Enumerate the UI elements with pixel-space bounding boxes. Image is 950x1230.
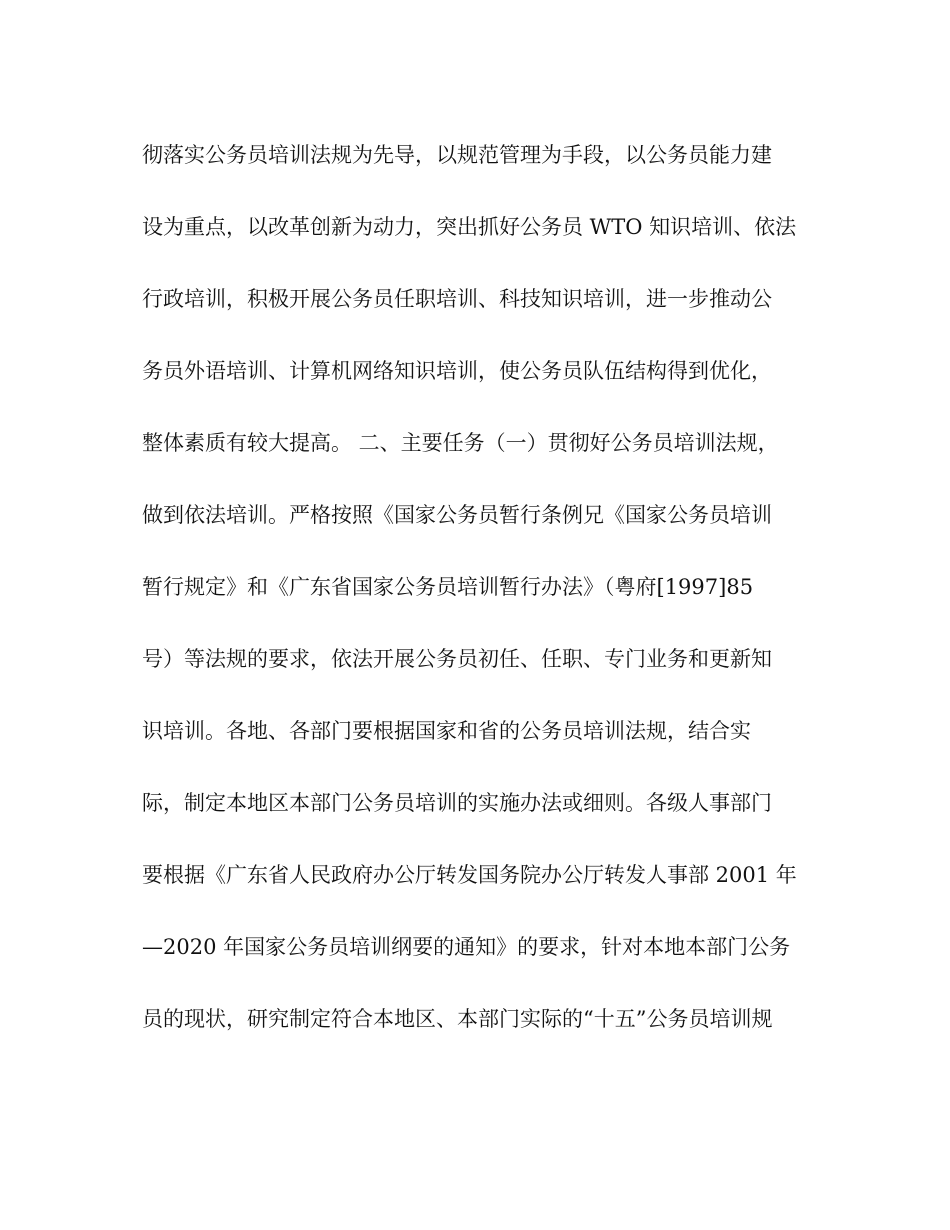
text-line: 号）等法规的要求，依法开展公务员初任、任职、专门业务和更新知 [142, 647, 772, 671]
text-line: —2020 年国家公务员培训纲要的通知》的要求，针对本地本部门公务 [142, 935, 791, 959]
text-line: 行政培训，积极开展公务员任职培训、科技知识培训，进一步推动公 [142, 287, 772, 311]
text-line: 彻落实公务员培训法规为先导，以规范管理为手段，以公务员能力建 [142, 143, 772, 167]
text-line: 要根据《广东省人民政府办公厅转发国务院办公厅转发人事部 2001 年 [142, 863, 797, 887]
text-line: 暂行规定》和《广东省国家公务员培训暂行办法》（粤府[1997]85 [142, 575, 754, 599]
text-line: 设为重点，以改革创新为动力，突出抓好公务员 WTO 知识培训、依法 [142, 215, 797, 239]
text-line: 员的现状，研究制定符合本地区、本部门实际的“十五”公务员培训规 [142, 1007, 773, 1031]
text-line: 际，制定本地区本部门公务员培训的实施办法或细则。各级人事部门 [142, 791, 772, 815]
text-line: 整体素质有较大提高。 二、主要任务（一）贯彻好公务员培训法规， [142, 431, 779, 455]
text-line: 做到依法培训。严格按照《国家公务员暂行条例兄《国家公务员培训 [142, 503, 772, 527]
text-line: 务员外语培训、计算机网络知识培训，使公务员队伍结构得到优化， [142, 359, 772, 383]
text-line: 识培训。各地、各部门要根据国家和省的公务员培训法规，结合实 [142, 719, 751, 743]
